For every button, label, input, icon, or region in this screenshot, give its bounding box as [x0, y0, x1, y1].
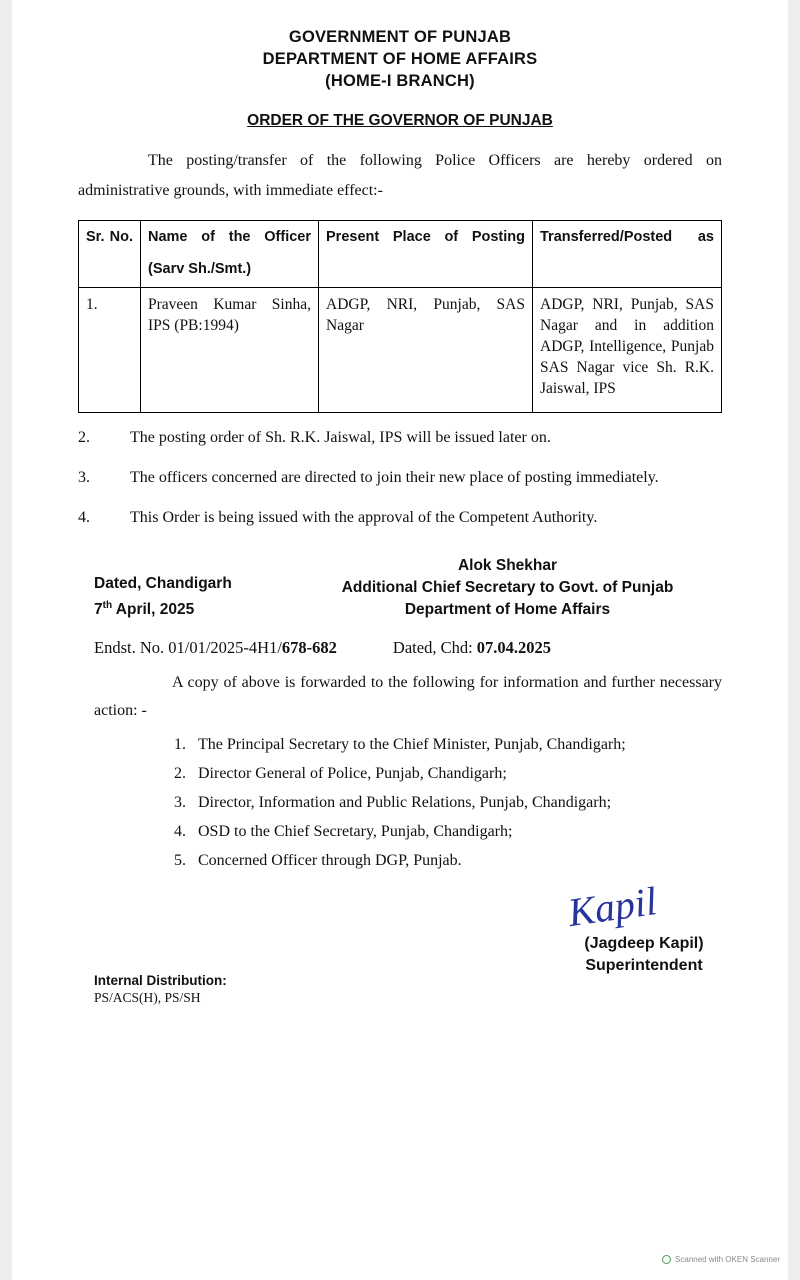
- signoff-name: (Jagdeep Kapil): [584, 935, 704, 952]
- intro-paragraph: [78, 146, 722, 206]
- header-officer-name-sub: (Sarv Sh./Smt.): [148, 261, 252, 277]
- scanner-text: Scanned with OKEN Scanner: [675, 1255, 780, 1264]
- clause-4-number: 4.: [78, 509, 90, 526]
- signatory-department: Department of Home Affairs: [404, 601, 611, 618]
- copy-forwarded-paragraph: [78, 669, 722, 725]
- page-left-margin-shade: [0, 0, 12, 1280]
- copy-text: A copy of above is forwarded to the following for information and further necessary action: -: [94, 674, 722, 719]
- signature-date: [94, 595, 232, 621]
- endorsement-dated-value: 07.04.2025: [476, 638, 552, 657]
- clause-3: [78, 463, 722, 493]
- distribution-list: [78, 731, 722, 875]
- clause-2-text: The posting order of Sh. R.K. Jaiswal, IPS will be issued later on.: [130, 429, 551, 446]
- posting-table: [78, 220, 722, 413]
- internal-distribution-title: Internal Distribution:: [94, 973, 227, 988]
- endorsement-number: 678-682: [281, 638, 337, 657]
- signoff-designation: Superintendent: [585, 957, 703, 974]
- signatory-title: Additional Chief Secretary to Govt. of Punjab: [341, 579, 674, 596]
- handwritten-signature-area: [78, 878, 722, 974]
- signature-scribble: Kapil: [565, 878, 660, 936]
- clause-4: [78, 503, 722, 533]
- signatory-name: Alok Shekhar: [457, 557, 558, 574]
- header-officer-name: [141, 221, 319, 288]
- clause-3-text: The officers concerned are directed to join their new place of posting immediately.: [130, 469, 659, 486]
- list-item: 5. Concerned Officer through DGP, Punjab.: [190, 847, 722, 875]
- signature-date-rest: April, 2025: [112, 601, 195, 619]
- header-line-branch: (HOME-I BRANCH): [325, 72, 475, 90]
- list-item: 3. Director, Information and Public Relations, Punjab, Chandigarh;: [190, 789, 722, 817]
- signatory-details: [293, 555, 722, 621]
- endorsement-dated-label: Dated, Chd:: [392, 638, 473, 657]
- endorsement-line: [78, 635, 722, 661]
- header-line-department: DEPARTMENT OF HOME AFFAIRS: [262, 50, 538, 68]
- endorsement-label: Endst. No. 01/01/2025-4H1/: [94, 638, 282, 657]
- signature-place-date: [94, 573, 232, 621]
- cell-officer-name: Praveen Kumar Sinha, IPS (PB:1994): [141, 288, 319, 413]
- cell-present-posting: ADGP, NRI, Punjab, SAS Nagar: [319, 288, 533, 413]
- clause-3-number: 3.: [78, 469, 90, 486]
- signature-place: Dated, Chandigarh: [94, 575, 232, 592]
- signature-date-suffix: th: [102, 600, 113, 611]
- intro-text: The posting/transfer of the following Police Officers are hereby ordered on administrative grounds, with immediate effect:-: [78, 152, 722, 199]
- list-item: 4. OSD to the Chief Secretary, Punjab, Chandigarh;: [190, 818, 722, 846]
- internal-distribution-value: PS/ACS(H), PS/SH: [94, 990, 201, 1005]
- document-header: [78, 26, 722, 92]
- list-item: 2. Director General of Police, Punjab, Chandigarh;: [190, 760, 722, 788]
- cell-sr-no: 1.: [79, 288, 141, 413]
- header-line-government: GOVERNMENT OF PUNJAB: [288, 28, 512, 46]
- internal-distribution: [78, 973, 722, 1008]
- clause-4-text: This Order is being issued with the approval of the Competent Authority.: [130, 509, 598, 526]
- order-title: ORDER OF THE GOVERNOR OF PUNJAB: [247, 112, 553, 129]
- signoff-block: [514, 933, 774, 977]
- scanner-icon: [662, 1255, 671, 1264]
- signature-date-day: 7: [94, 601, 103, 619]
- clause-2: [78, 423, 722, 453]
- cell-transferred-posted: ADGP, NRI, Punjab, SAS Nagar and in addition ADGP, Intelligence, Punjab SAS Nagar vice Sh. R.K. Jaiswal, IPS: [533, 288, 722, 413]
- header-sr-no: Sr. No.: [79, 221, 141, 288]
- signature-block: [78, 555, 722, 619]
- table-header-row: [79, 221, 722, 288]
- header-officer-name-main: Name of the Officer: [148, 229, 311, 245]
- list-item: 1. The Principal Secretary to the Chief Minister, Punjab, Chandigarh;: [190, 731, 722, 759]
- header-transferred-posted: Transferred/Posted as: [533, 221, 722, 288]
- scanner-watermark: [662, 1255, 780, 1264]
- clause-2-number: 2.: [78, 429, 90, 446]
- page-right-margin-shade: [788, 0, 800, 1280]
- header-present-posting: Present Place of Posting: [319, 221, 533, 288]
- document-content: [78, 26, 722, 1008]
- table-row: [79, 288, 722, 413]
